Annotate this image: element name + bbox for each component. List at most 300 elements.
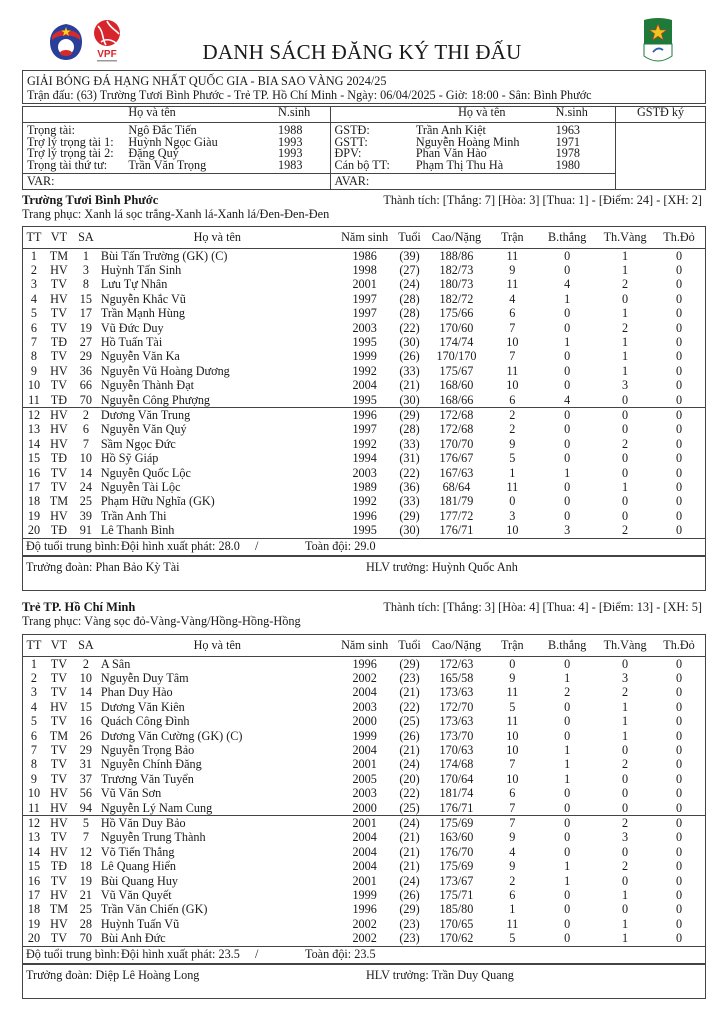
goals: 1 [564, 771, 571, 786]
table-row [23, 523, 705, 537]
age: (30) [399, 334, 420, 349]
goals: 0 [564, 888, 571, 902]
goals: 1 [564, 670, 571, 685]
yellow-cards: 1 [622, 349, 629, 364]
yellow-cards: 2 [622, 277, 629, 292]
goals: 0 [564, 436, 571, 451]
position: TV [50, 757, 68, 772]
matches: 9 [509, 262, 516, 277]
position: HV [50, 508, 68, 523]
official-role: Trợ lý trọng tài 1: [23, 137, 125, 149]
age: (26) [399, 888, 420, 902]
goals: 0 [564, 931, 571, 946]
position: TM [49, 728, 69, 743]
shirt-number: 36 [79, 363, 92, 378]
position: HV [50, 436, 68, 451]
shirt-number: 70 [79, 931, 92, 946]
shirt-number: 12 [79, 844, 92, 859]
shirt-number: 29 [79, 742, 92, 757]
player-name: Nguyễn Khắc Vũ [100, 291, 186, 306]
goals: 1 [564, 757, 571, 772]
height-weight: 172/68 [439, 422, 474, 437]
player-name: Lê Quang Hiển [100, 859, 176, 874]
player-number: 15 [27, 451, 41, 466]
player-number: 1 [30, 248, 38, 263]
shirt-number: 29 [79, 349, 92, 364]
age: (24) [394, 815, 426, 830]
goals: 0 [564, 902, 571, 917]
birth-year: 1998 [352, 262, 377, 277]
position: TV [50, 771, 68, 786]
yellow-cards: 2 [622, 859, 629, 874]
table-row [23, 743, 705, 757]
matches: 5 [509, 931, 516, 946]
player-number: 13 [27, 422, 41, 437]
age: (22) [399, 320, 420, 335]
col-yellow-cards: Th.Vàng [597, 635, 653, 656]
matches: 9 [509, 436, 516, 451]
yellow-cards: 0 [622, 902, 629, 917]
birth-year: 2001 [336, 815, 394, 830]
height-weight: 172/63 [439, 656, 474, 671]
red-cards: 0 [675, 931, 683, 946]
age: (36) [399, 480, 420, 494]
matches: 11 [506, 363, 519, 378]
height-weight: 185/80 [439, 902, 474, 917]
yellow-cards: 1 [622, 699, 629, 714]
age: (29) [399, 508, 420, 523]
col-name: Họ và tên [99, 635, 336, 656]
table-row [23, 685, 705, 699]
height-weight: 175/69 [425, 815, 487, 830]
head-coach: HLV trưởng: Huỳnh Quốc Anh [366, 560, 518, 574]
matches: 11 [506, 480, 519, 494]
team-1-roster [22, 226, 706, 539]
matches: 10 [506, 523, 519, 538]
player-number: 7 [30, 334, 38, 349]
shirt-number: 25 [79, 494, 92, 509]
player-number: 14 [27, 844, 41, 859]
matches: 1 [509, 465, 516, 480]
goals: 1 [564, 859, 571, 874]
var-label: VAR: [23, 174, 331, 190]
goals: 0 [564, 656, 571, 671]
height-weight: 167/63 [439, 465, 474, 480]
avar-label: AVAR: [330, 174, 616, 190]
player-name: Nguyễn Vũ Hoàng Dương [100, 363, 230, 378]
col-name: Họ và tên [99, 227, 336, 248]
official-role: GSTĐ: [334, 123, 370, 137]
shirt-number: 27 [79, 334, 92, 349]
official-birth: 1980 [552, 160, 616, 174]
table-row [23, 494, 705, 508]
player-name: Trần Mạnh Hùng [100, 306, 186, 321]
table-row [23, 321, 705, 335]
table-row [23, 772, 705, 786]
player-name: Nguyễn Thành Đạt [100, 378, 195, 393]
player-name: Nguyễn Văn Ka [100, 349, 180, 364]
player-name: Nguyễn Trọng Bảo [100, 742, 195, 757]
official-birth: 1983 [274, 160, 330, 174]
official-birth: 1963 [552, 123, 616, 137]
col-red-cards: Th.Đỏ [653, 227, 705, 248]
matches: 6 [509, 786, 516, 801]
goals: 1 [564, 334, 571, 349]
age: (27) [399, 262, 420, 277]
col-red-cards: Th.Đỏ [653, 635, 705, 656]
matches: 10 [506, 728, 519, 743]
player-name: Hồ Tuấn Tài [100, 334, 163, 349]
player-number: 16 [27, 873, 41, 888]
yellow-cards: 2 [622, 320, 629, 335]
red-cards: 0 [675, 480, 683, 494]
birth-year: 2004 [352, 830, 377, 845]
position: TĐ [50, 334, 68, 349]
head-coach: HLV trưởng: Trần Duy Quang [366, 968, 514, 982]
col-birth-year: Năm sinh [336, 227, 394, 248]
goals: 0 [564, 378, 571, 393]
birth-year: 2004 [352, 844, 377, 859]
height-weight: 173/63 [439, 714, 474, 729]
team-1-player-rows [23, 248, 705, 538]
player-number: 4 [30, 291, 38, 306]
table-row [23, 859, 705, 873]
player-number: 3 [30, 685, 38, 700]
col-sa: SA [73, 635, 99, 656]
red-cards: 0 [675, 277, 683, 292]
goals: 0 [564, 728, 571, 743]
red-cards: 0 [675, 349, 683, 364]
yellow-cards: 0 [622, 392, 629, 407]
avg-label: Độ tuổi trung bình: [26, 947, 120, 961]
player-name: Vũ Văn Quyết [100, 888, 172, 902]
age: (26) [399, 349, 420, 364]
position: TV [50, 931, 68, 946]
col-tt: TT [23, 635, 45, 656]
avg-separator: / [255, 947, 259, 961]
shirt-number: 14 [79, 685, 92, 700]
yellow-cards: 1 [622, 306, 629, 321]
height-weight: 176/71 [439, 800, 474, 815]
player-number: 6 [30, 728, 38, 743]
shirt-number: 17 [79, 306, 92, 321]
height-weight: 182/73 [439, 262, 474, 277]
player-name: Vũ Văn Sơn [100, 786, 162, 801]
red-cards: 0 [675, 916, 683, 931]
matches: 11 [506, 714, 519, 729]
birth-year: 1989 [352, 480, 377, 494]
goals: 1 [564, 465, 571, 480]
player-name: Vũ Đức Duy [100, 320, 164, 335]
height-weight: 173/70 [439, 728, 474, 743]
red-cards: 0 [675, 888, 683, 902]
team-leader: Trưởng đoàn: Phan Bảo Kỳ Tài [26, 560, 180, 574]
red-cards: 0 [675, 363, 683, 378]
shirt-number: 37 [79, 771, 92, 786]
matches: 9 [509, 859, 516, 874]
red-cards: 0 [675, 306, 683, 321]
height-weight: 176/70 [439, 844, 474, 859]
position: TV [50, 685, 68, 700]
player-name: Bùi Quang Huy [100, 873, 179, 888]
matches: 10 [506, 771, 519, 786]
age: (21) [399, 685, 420, 700]
col-birth-year: Năm sinh [336, 635, 394, 656]
player-number: 3 [30, 277, 38, 292]
goals: 1 [564, 742, 571, 757]
height-weight: 176/71 [439, 523, 474, 538]
shirt-number: 2 [82, 656, 89, 671]
table-row [23, 729, 705, 743]
matches: 2 [487, 407, 537, 422]
position: HV [50, 844, 68, 859]
team-2-record: Thành tích: [Thắng: 3] [Hòa: 4] [Thua: 4] - [Điểm: 13] - [XH: 5] [383, 600, 702, 614]
player-name: Huỳnh Tuấn Vũ [100, 916, 180, 931]
height-weight: 173/67 [439, 873, 474, 888]
matches: 11 [506, 685, 519, 700]
yellow-cards: 0 [622, 465, 629, 480]
red-cards: 0 [675, 378, 683, 393]
age: (23) [399, 916, 420, 931]
height-weight: 181/79 [439, 494, 474, 509]
avg-starting: Đội hình xuất phát: 28.0 [121, 539, 240, 553]
shirt-number: 6 [82, 422, 89, 437]
shirt-number: 19 [79, 873, 92, 888]
player-name: Lưu Tự Nhân [100, 277, 168, 292]
yellow-cards: 1 [622, 480, 629, 494]
position: TV [50, 670, 68, 685]
birth-year: 2002 [352, 916, 377, 931]
player-name: Dương Văn Cường (GK) (C) [100, 728, 243, 743]
col-sa: SA [73, 227, 99, 248]
red-cards: 0 [675, 844, 683, 859]
goals: 0 [564, 699, 571, 714]
birth-year: 1995 [352, 523, 377, 538]
red-cards: 0 [675, 800, 683, 815]
birth-year: 2000 [352, 714, 377, 729]
officials-col-birth: N.sinh [274, 107, 330, 123]
team-1-staff [22, 556, 706, 591]
shirt-number: 1 [82, 248, 89, 263]
yellow-cards: 3 [622, 378, 629, 393]
official-birth: 1993 [274, 148, 330, 160]
birth-year: 1992 [352, 436, 377, 451]
player-name: Hồ Sỹ Giáp [100, 451, 159, 466]
official-name: Trần Anh Kiệt [415, 123, 486, 137]
table-row [23, 422, 705, 436]
col-yellow-cards: Th.Vàng [597, 227, 653, 248]
team-1-record: Thành tích: [Thắng: 7] [Hòa: 3] [Thua: 1] - [Điểm: 24] - [XH: 2] [383, 193, 702, 207]
shirt-number: 7 [82, 830, 89, 845]
official-birth: 1988 [274, 123, 330, 137]
age: (33) [399, 494, 420, 509]
height-weight: 170/70 [439, 436, 474, 451]
avg-label: Độ tuổi trung bình: [26, 539, 120, 553]
position: HV [50, 262, 68, 277]
yellow-cards: 0 [622, 508, 629, 523]
yellow-cards: 0 [622, 494, 629, 509]
height-weight: 165/58 [439, 670, 474, 685]
red-cards: 0 [675, 656, 683, 671]
position: HV [45, 815, 73, 830]
player-name: Nguyễn Duy Tâm [100, 670, 189, 685]
age: (28) [399, 291, 420, 306]
col-height-weight: Cao/Nặng [425, 635, 487, 656]
official-name: Huỳnh Ngọc Giàu [128, 134, 218, 149]
matches: 2 [509, 873, 516, 888]
league-name: GIẢI BÓNG ĐÁ HẠNG NHẤT QUỐC GIA - BIA SAO VÀNG 2024/25 [27, 74, 387, 88]
age: (21) [399, 859, 420, 874]
age: (25) [399, 714, 420, 729]
age: (24) [399, 277, 420, 292]
shirt-number: 39 [79, 508, 92, 523]
goals: 0 [564, 349, 571, 364]
red-cards: 0 [675, 670, 683, 685]
matches: 11 [506, 277, 519, 292]
red-cards: 0 [675, 830, 683, 845]
team-2-average-age [22, 946, 706, 964]
player-name: Dương Văn Kiên [100, 699, 185, 714]
table-row [23, 714, 705, 728]
matches: 7 [487, 815, 537, 830]
team-2-roster [22, 634, 706, 947]
birth-year: 2002 [352, 670, 377, 685]
matches: 0 [509, 494, 516, 509]
player-name: Nguyễn Trung Thành [100, 830, 206, 845]
height-weight: 168/66 [439, 392, 474, 407]
position: TV [50, 742, 68, 757]
red-cards: 0 [675, 714, 683, 729]
matches: 2 [509, 422, 516, 437]
position: TV [50, 277, 68, 292]
age: (21) [399, 830, 420, 845]
red-cards: 0 [675, 699, 683, 714]
player-name: A Sân [100, 656, 131, 671]
table-row [23, 671, 705, 685]
player-number: 8 [30, 349, 38, 364]
age: (22) [399, 786, 420, 801]
red-cards: 0 [675, 685, 683, 700]
player-name: Nguyễn Chính Đăng [100, 757, 202, 772]
team-2-name: Trẻ TP. Hồ Chí Minh [22, 600, 136, 614]
shirt-number: 21 [79, 888, 92, 902]
yellow-cards: 0 [622, 422, 629, 437]
goals: 0 [564, 844, 571, 859]
yellow-cards: 0 [622, 656, 629, 671]
table-row [23, 263, 705, 277]
player-number: 17 [27, 888, 41, 902]
team-2-attire: Trang phục: Vàng sọc đỏ-Vàng-Vàng/Hồng-Hồng-Hồng [22, 614, 301, 628]
red-cards: 0 [675, 436, 683, 451]
shirt-number: 24 [79, 480, 92, 494]
avg-all: Toàn đội: 23.5 [305, 947, 376, 961]
height-weight: 175/66 [439, 306, 474, 321]
table-row [23, 248, 705, 263]
player-name: Lê Thanh Bình [100, 523, 175, 538]
shirt-number: 7 [82, 436, 89, 451]
player-number: 6 [30, 320, 38, 335]
height-weight: 170/170 [436, 349, 477, 364]
birth-year: 1996 [352, 508, 377, 523]
table-row [23, 757, 705, 771]
table-row [23, 917, 705, 931]
position: HV [50, 422, 68, 437]
height-weight: 163/60 [439, 830, 474, 845]
height-weight: 177/72 [439, 508, 474, 523]
col-goals: B.thắng [537, 227, 597, 248]
shirt-number: 26 [79, 728, 92, 743]
official-role: Trợ lý trọng tài 2: [23, 148, 125, 160]
position: TM [49, 248, 69, 263]
age: (29) [399, 902, 420, 917]
table-row [23, 451, 705, 465]
table-row [23, 509, 705, 523]
age: (28) [399, 422, 420, 437]
age: (30) [399, 523, 420, 538]
position: TĐ [50, 451, 68, 466]
avg-separator: / [255, 539, 259, 553]
shirt-number: 8 [82, 277, 89, 292]
yellow-cards: 0 [622, 844, 629, 859]
shirt-number: 56 [79, 786, 92, 801]
birth-year: 2001 [352, 757, 377, 772]
red-cards: 0 [653, 407, 705, 422]
matches: 6 [509, 888, 516, 902]
red-cards: 0 [675, 334, 683, 349]
matches: 9 [509, 670, 516, 685]
age: (22) [399, 465, 420, 480]
yellow-cards: 1 [622, 262, 629, 277]
matches: 1 [509, 902, 516, 917]
matches: 7 [509, 320, 516, 335]
matches: 10 [506, 378, 519, 393]
player-number: 2 [30, 670, 38, 685]
birth-year: 1995 [352, 334, 377, 349]
birth-year: 1986 [352, 248, 377, 263]
age: (26) [399, 728, 420, 743]
position: HV [50, 699, 68, 714]
team-2-staff [22, 964, 706, 999]
shirt-number: 14 [79, 465, 92, 480]
height-weight: 168/60 [439, 378, 474, 393]
age: (39) [399, 248, 420, 263]
table-row [23, 902, 705, 916]
red-cards: 0 [675, 422, 683, 437]
goals: 0 [564, 306, 571, 321]
yellow-cards: 1 [622, 916, 629, 931]
team-1-attire: Trang phục: Xanh lá sọc trắng-Xanh lá-Xanh lá/Đen-Đen-Đen [22, 207, 330, 221]
col-matches: Trận [487, 227, 537, 248]
matches: 4 [509, 291, 516, 306]
age: (25) [399, 800, 420, 815]
player-number: 20 [27, 523, 41, 538]
player-number: 16 [27, 465, 41, 480]
yellow-cards: 1 [622, 248, 629, 263]
goals: 0 [564, 451, 571, 466]
table-row [23, 306, 705, 320]
red-cards: 0 [675, 320, 683, 335]
goals: 2 [564, 685, 571, 700]
svg-text:VPF: VPF [97, 49, 117, 60]
player-number: 8 [30, 757, 38, 772]
goals: 0 [564, 508, 571, 523]
col-goals: B.thắng [537, 635, 597, 656]
yellow-cards: 0 [622, 771, 629, 786]
yellow-cards: 1 [622, 728, 629, 743]
birth-year: 2003 [352, 786, 377, 801]
shirt-number: 66 [79, 378, 92, 393]
table-row [23, 335, 705, 349]
